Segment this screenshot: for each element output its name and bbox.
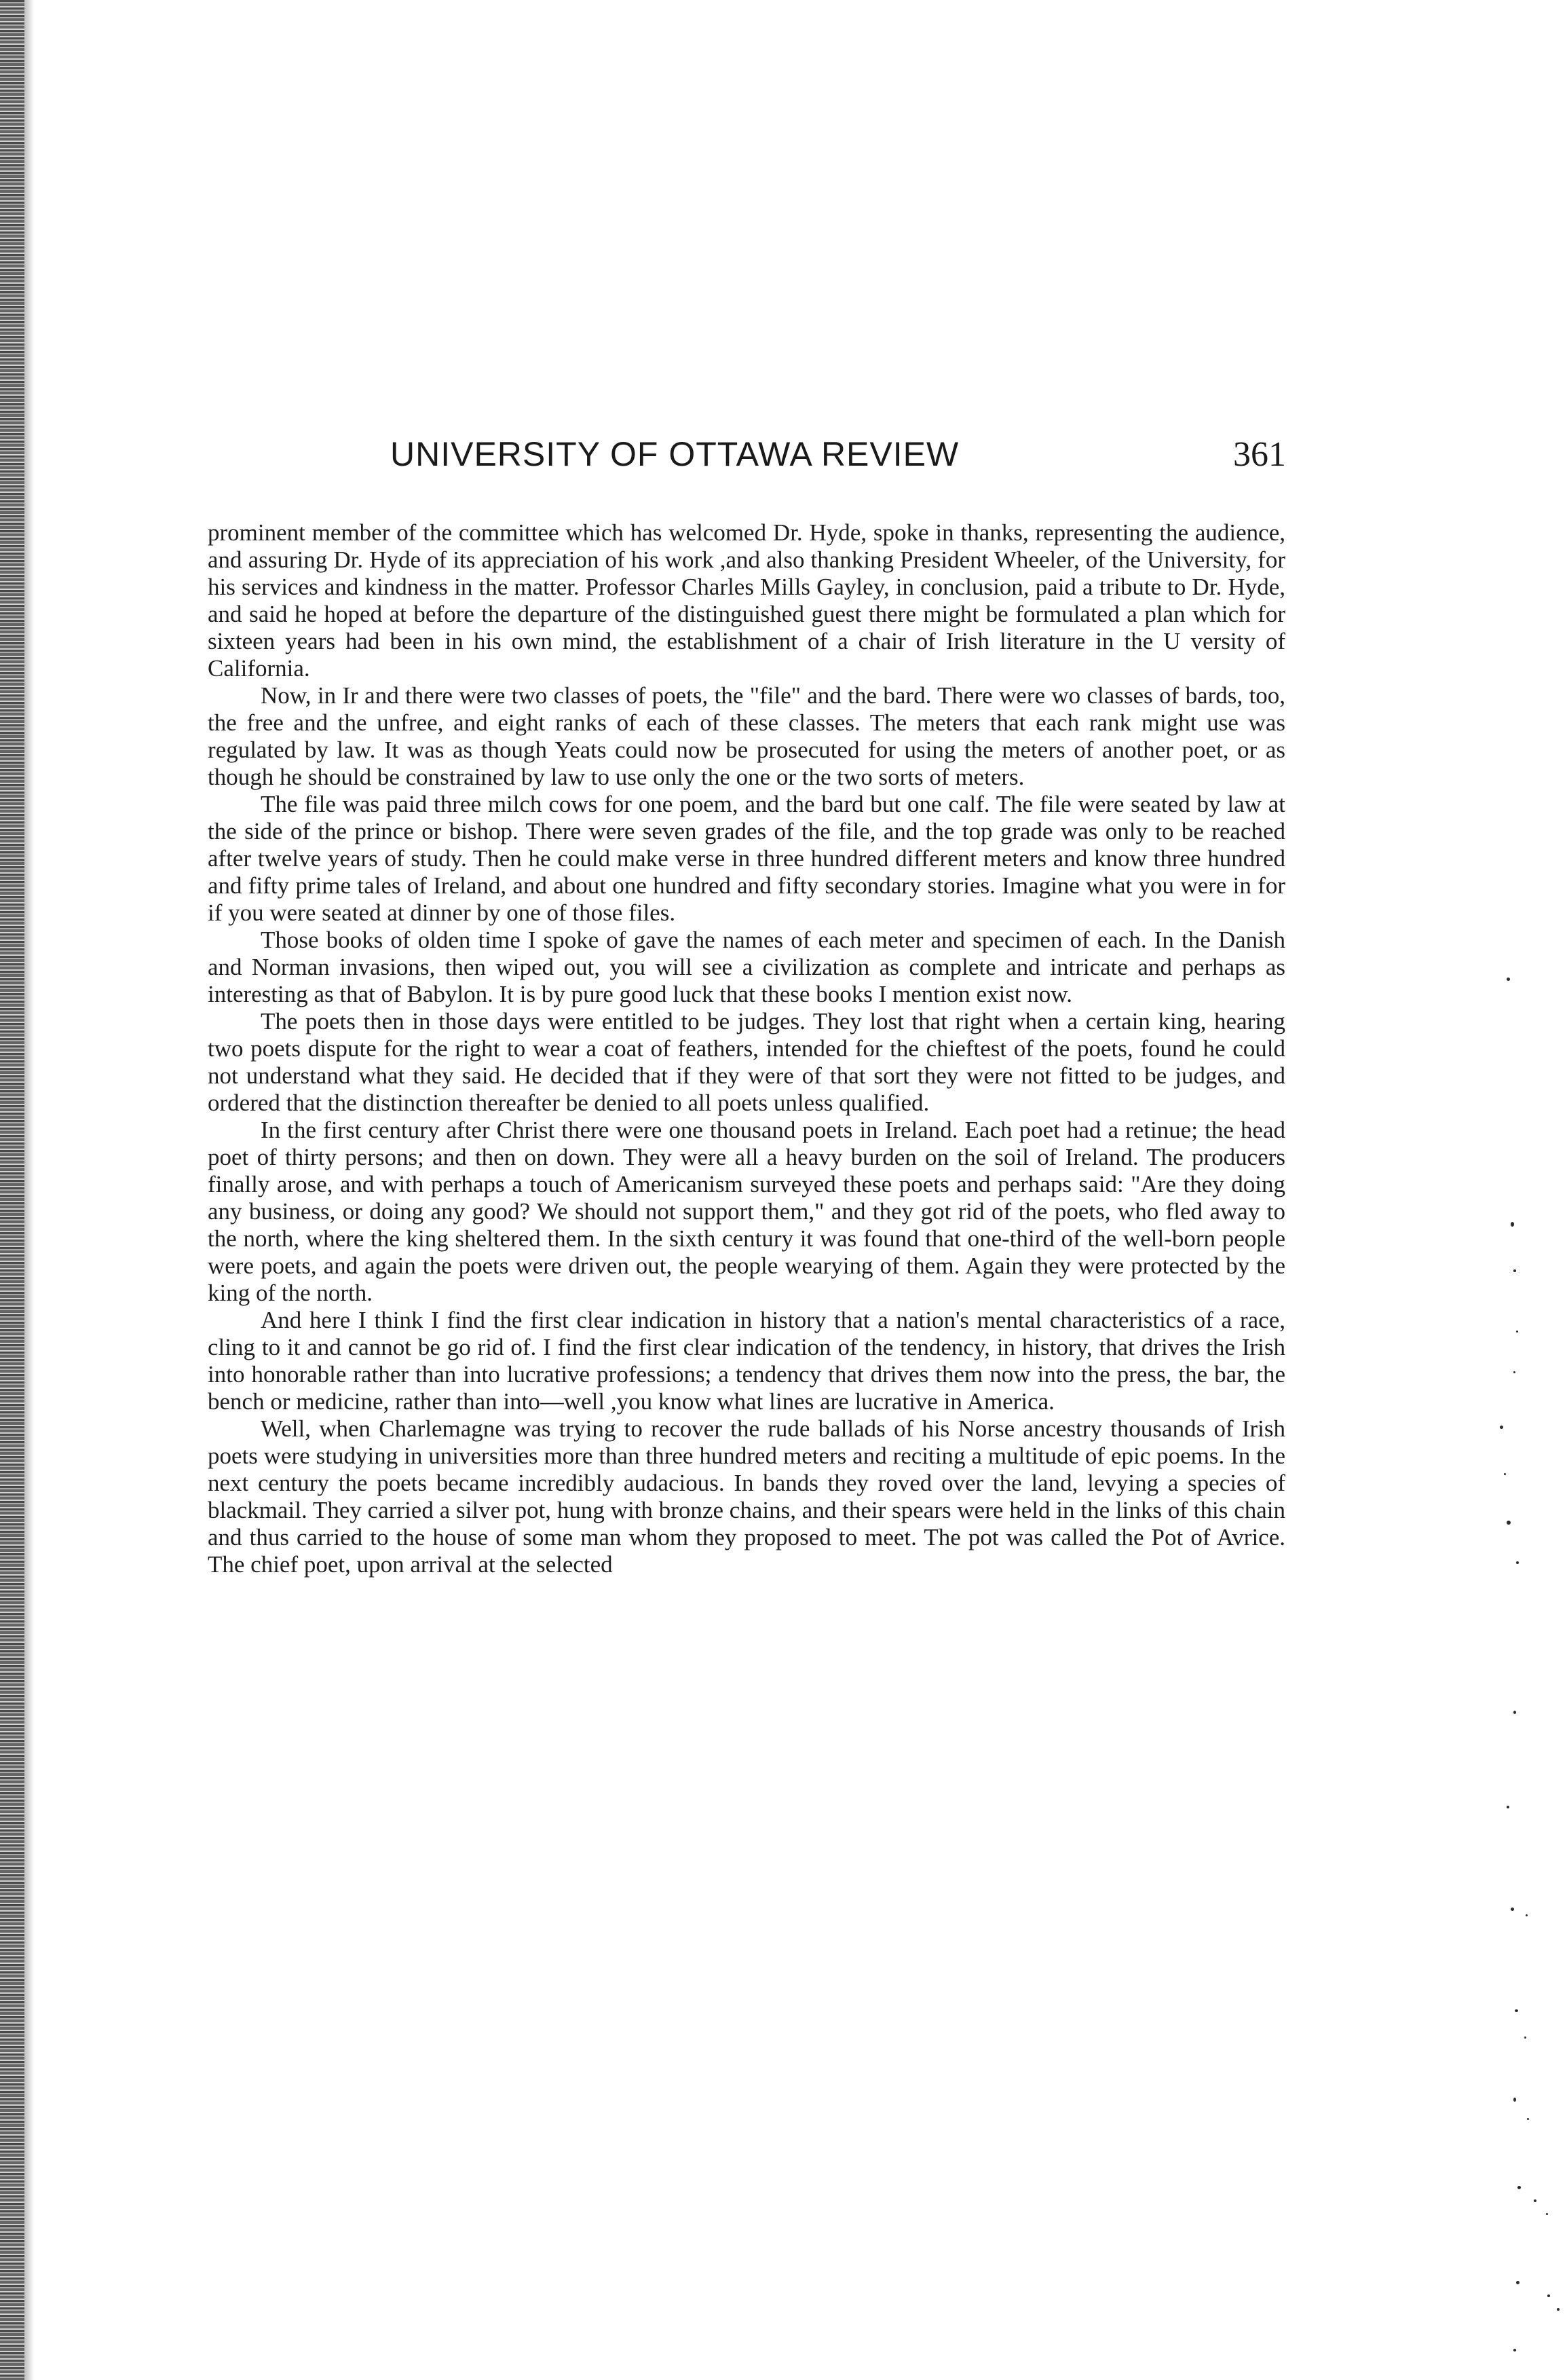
speck <box>1557 2308 1560 2311</box>
paragraph-7: And here I think I find the first clear indication in history that a nation's mental characteristics of a race, cling to it and cannot be go rid of. I find the first clear indication of the tendency, in history, that drives the Irish into honorable rather than into lucrative professions; a tendency that drives them now into the press, the bar, the bench or medicine, rather than into—well ,you know what lines are lucrative in America. <box>208 1307 1285 1415</box>
speck <box>1516 1331 1518 1333</box>
speck <box>1500 1426 1503 1429</box>
body-text <box>208 519 1285 1578</box>
speck <box>1507 1521 1511 1525</box>
speck <box>1516 2281 1519 2284</box>
paragraph-2: Now, in Ir and there were two classes of poets, the "file" and the bard. There were wo classes of bards, too, the free and the unfree, and eight ranks of each of these classes. The meters that each rank might use was regulated by law. It was as though Yeats could now be prosecuted for using the meters of another poet, or as though he should be constrained by law to use only the one or the two sorts of meters. <box>208 682 1285 790</box>
speck <box>1527 2118 1529 2120</box>
speck <box>1513 1711 1516 1714</box>
paragraph-6: In the first century after Christ there were one thousand poets in Ireland. Each poet had a retinue; the head poet of thirty persons; and then on down. They were all a heavy burden on the soil of Ireland. The producers finally arose, and with perhaps a touch of Americanism surveyed these poets and perhaps said: "Are they doing any business, or doing any good? We should not support them," and they got rid of the poets, who fled away to the north, where the king sheltered them. In the sixth century it was found that one-third of the well-born people were poets, and again the poets were driven out, the people wearying of them. Again they were protected by the king of the north. <box>208 1117 1285 1306</box>
binding-shadow <box>24 0 34 2380</box>
paragraph-5: The poets then in those days were entitled to be judges. They lost that right when a certain king, hearing two poets dispute for the right to wear a coat of feathers, intended for the chieftest of the poets, found he could not understand what they said. He decided that if they were of that sort they were not fitted to be judges, and ordered that the distinction thereafter be denied to all poets unless qualified. <box>208 1008 1285 1116</box>
speck <box>1516 1561 1519 1564</box>
speck <box>1504 1473 1506 1475</box>
speck <box>1515 2009 1518 2012</box>
speck <box>1517 2186 1521 2189</box>
speck <box>1507 1806 1509 1808</box>
paragraph-3: The file was paid three milch cows for one poem, and the bard but one calf. The file were seated by law at the side of the prince or bishop. There were seven grades of the file, and the top grade was only to be reached after twelve years of study. Then he could make verse in three hundred different meters and know three hundred and fifty prime tales of Ireland, and about one hundred and fifty secondary stories. Imagine what you were in for if you were seated at dinner by one of those files. <box>208 791 1285 926</box>
speck <box>1524 2037 1526 2039</box>
paragraph-1: prominent member of the committee which has welcomed Dr. Hyde, spoke in thanks, representing the audience, and assuring Dr. Hyde of its appreciation of his work ,and also thanking President Wheeler, of the University, for his services and kindness in the matter. Professor Charles Mills Gayley, in conclusion, paid a tribute to Dr. Hyde, and said he hoped at before the departure of the distinguished guest there might be formulated a plan which for sixteen years had been in his own mind, the establishment of a chair of Irish literature in the U versity of California. <box>208 519 1285 682</box>
binding-edge <box>0 0 24 2380</box>
speck <box>1511 1222 1514 1227</box>
page-number: 361 <box>1233 435 1286 474</box>
speck <box>1547 2294 1550 2297</box>
speck <box>1534 2199 1536 2202</box>
running-head <box>390 434 1286 489</box>
speck <box>1511 1908 1514 1911</box>
paragraph-4: Those books of olden time I spoke of gave the names of each meter and specimen of each. In the Danish and Norman invasions, then wiped out, you will see a civilization as complete and intricate and perhaps as interesting as that of Babylon. It is by pure good luck that these books I mention exist now. <box>208 927 1285 1007</box>
speck <box>1546 2213 1548 2215</box>
paragraph-8: Well, when Charlemagne was trying to recover the rude ballads of his Norse ancestry thousands of Irish poets were studying in universities more than three hundred meters and reciting a multitude of epic poems. In the next century the poets became incredibly audacious. In bands they roved over the land, levying a species of blackmail. They carried a silver pot, hung with bronze chains, and their spears were held in the links of this chain and thus carried to the house of some man whom they proposed to meet. The pot was called the Pot of Avrice. The chief poet, upon arrival at the selected <box>208 1415 1285 1578</box>
scan-noise <box>1486 950 1567 2380</box>
speck <box>1507 978 1510 981</box>
journal-title: UNIVERSITY OF OTTAWA REVIEW <box>390 435 960 473</box>
speck <box>1513 1371 1515 1373</box>
speck <box>1526 1914 1528 1916</box>
speck <box>1513 2098 1516 2102</box>
speck <box>1513 1269 1516 1272</box>
speck <box>1513 2349 1516 2351</box>
